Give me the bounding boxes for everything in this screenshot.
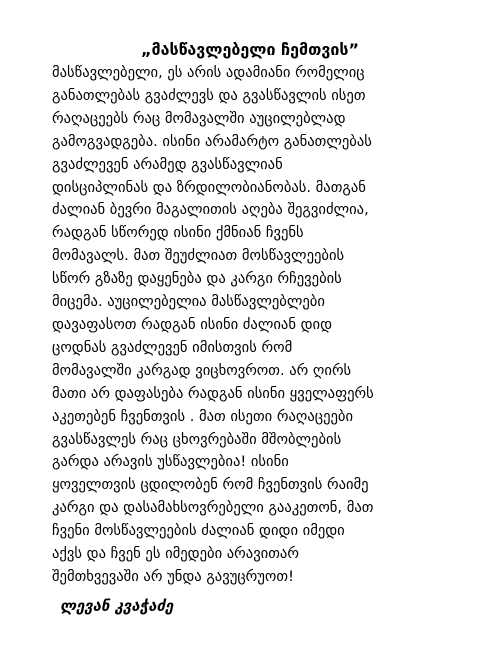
body-line: აკეთებენ ჩვენთვის . მათ ისეთი რაღაცეები (52, 407, 354, 425)
body-line: შემთხვევაში არ უნდა გავუცრუოთ! (52, 567, 294, 585)
body-line: აქვს და ჩვენ ეს იმედები არავითარ (52, 545, 299, 563)
body-line: რაღაცეებს რაც მომავალში აუცილებლად (52, 109, 346, 127)
body-line: დავაფასოთ რადგან ისინი ძალიან დიდ (52, 315, 333, 333)
body-line: გვაძლევენ არამედ გვასწავლიან (52, 155, 283, 173)
body-line: სწორ გზაზე დაყენება და კარგი რჩევების (52, 270, 342, 288)
body-line: მომავალს. მათ შეუძლიათ მოსწავლეების (52, 247, 345, 265)
body-line: ყოველთვის ცდილობენ რომ ჩვენთვის რაიმე (52, 476, 369, 494)
body-line: კარგი და დასამახსოვრებელი გააკეთონ, მათ (52, 499, 374, 517)
body-line: მომავალში კარგად ვიცხოვროთ. არ ღირს (52, 361, 352, 379)
document-title: „მასწავლებელი ჩემთვის” (141, 40, 359, 59)
body-line: განათლებას გვაძლევს და გვასწავლის ისეთ (52, 86, 366, 104)
author-signature: ლევან კვაჭაძე (60, 597, 174, 615)
body-line: ცოდნას გვაძლევენ იმისთვის რომ (52, 338, 293, 356)
body-line: ძალიან ბევრი მაგალითის აღება შეგვიძლია, (52, 201, 369, 219)
body-line: მიცემა. აუცილებელია მასწავლებლები (52, 293, 325, 311)
body-line: მათი არ დაფასება რადგან ისინი ყველაფერს (52, 384, 374, 402)
body-line: გამოგვადგება. ისინი არამარტო განათლებას (52, 132, 372, 150)
body-line: დისციპლინას და ზრდილობიანობას. მათგან (52, 178, 366, 196)
body-line: მასწავლებელი, ეს არის ადამიანი რომელიც (52, 64, 365, 81)
body-line: გვასწავლეს რაც ცხოვრებაში მშობლების (52, 430, 342, 448)
body-line: გარდა არავის უსწავლებია! ისინი (52, 453, 289, 471)
body-line: ჩვენი მოსწავლეების ძალიან დიდი იმედი (52, 522, 345, 540)
body-line: რადგან სწორედ ისინი ქმნიან ჩვენს (52, 224, 304, 242)
document-body (52, 62, 492, 589)
